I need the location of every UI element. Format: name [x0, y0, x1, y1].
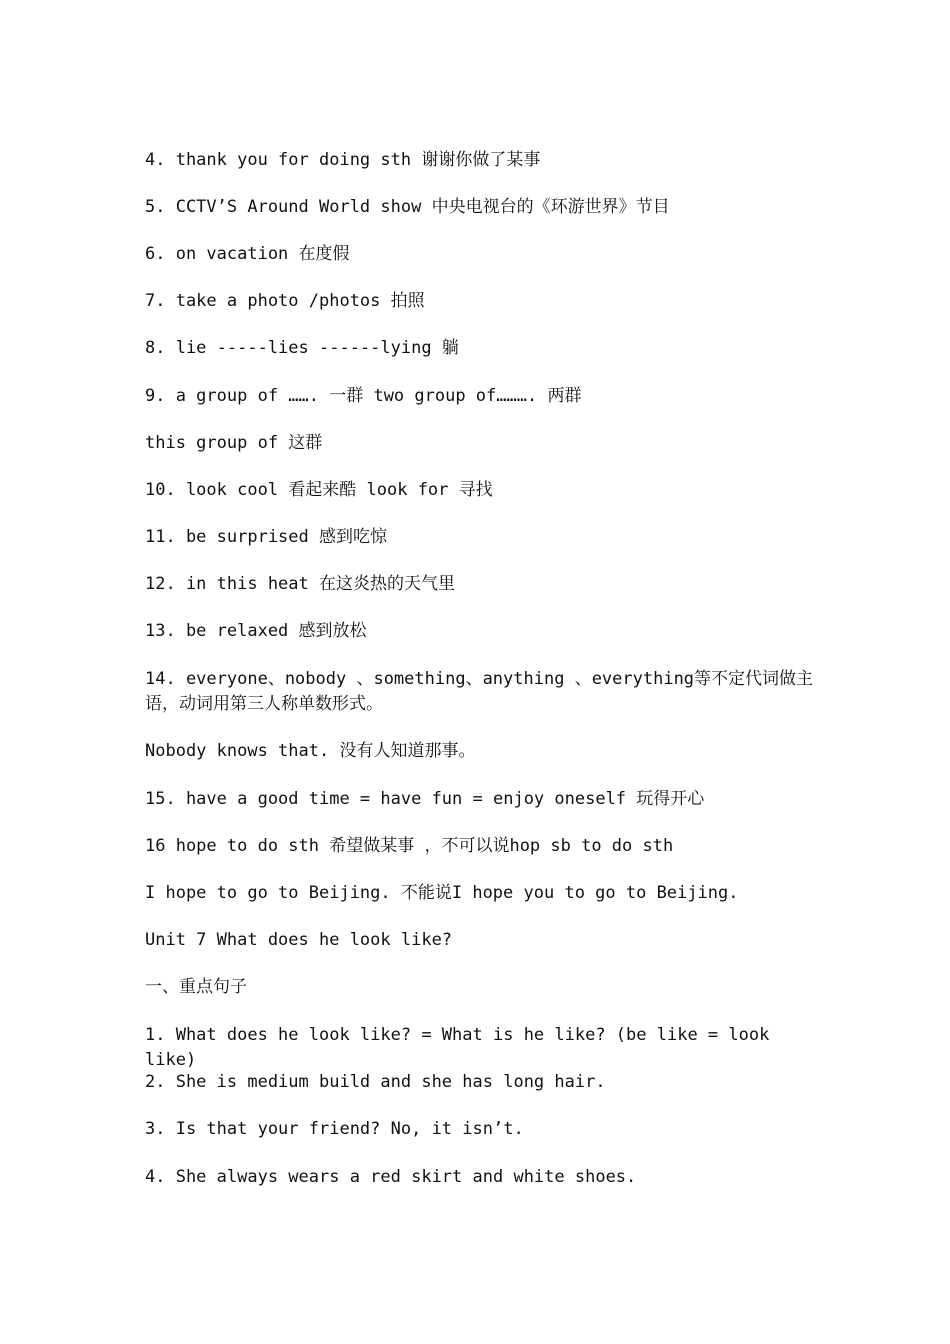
- text-line-look-cool: 10. look cool 看起来酷 look for 寻找: [145, 480, 493, 500]
- text-line-sentence-4: 4. She always wears a red skirt and white shoes.: [145, 1167, 637, 1187]
- text-line-indefinite-pronouns: 14. everyone、nobody 、something、anything 、everything等不定代词做主语，动词用第三人称单数形式。: [145, 669, 814, 714]
- text-line-have-good-time: 15. have a good time = have fun = enjoy oneself 玩得开心: [145, 789, 705, 809]
- text-line-take-photo: 7. take a photo /photos 拍照: [145, 291, 425, 311]
- text-line-thank-you: 4. thank you for doing sth 谢谢你做了某事: [145, 150, 541, 170]
- text-line-nobody-knows: Nobody knows that. 没有人知道那事。: [145, 741, 476, 761]
- text-line-be-relaxed: 13. be relaxed 感到放松: [145, 621, 367, 641]
- section-heading: 一、重点句子: [145, 977, 247, 997]
- text-line-hope-example: I hope to go to Beijing. 不能说I hope you to go to Beijing.: [145, 883, 739, 903]
- text-line-on-vacation: 6. on vacation 在度假: [145, 244, 350, 264]
- text-line-sentence-3: 3. Is that your friend? No, it isn’t.: [145, 1119, 524, 1139]
- text-line-lie: 8. lie -----lies ------lying 躺: [145, 338, 459, 358]
- text-line-in-this-heat: 12. in this heat 在这炎热的天气里: [145, 574, 455, 594]
- text-line-cctv-show: 5. CCTV’S Around World show 中央电视台的《环游世界》节目: [145, 197, 670, 217]
- text-line-sentence-1: 1. What does he look like? = What is he like? (be like = look like): [145, 1025, 780, 1070]
- text-line-sentence-2: 2. She is medium build and she has long hair.: [145, 1072, 606, 1092]
- text-line-hope-to-do: 16 hope to do sth 希望做某事 ，不可以说hop sb to do sth: [145, 836, 674, 856]
- text-line-this-group: this group of 这群: [145, 433, 323, 453]
- unit-heading: Unit 7 What does he look like?: [145, 930, 453, 950]
- text-line-be-surprised: 11. be surprised 感到吃惊: [145, 527, 387, 547]
- text-line-group-of: 9. a group of ……. 一群 two group of………. 两群: [145, 386, 582, 406]
